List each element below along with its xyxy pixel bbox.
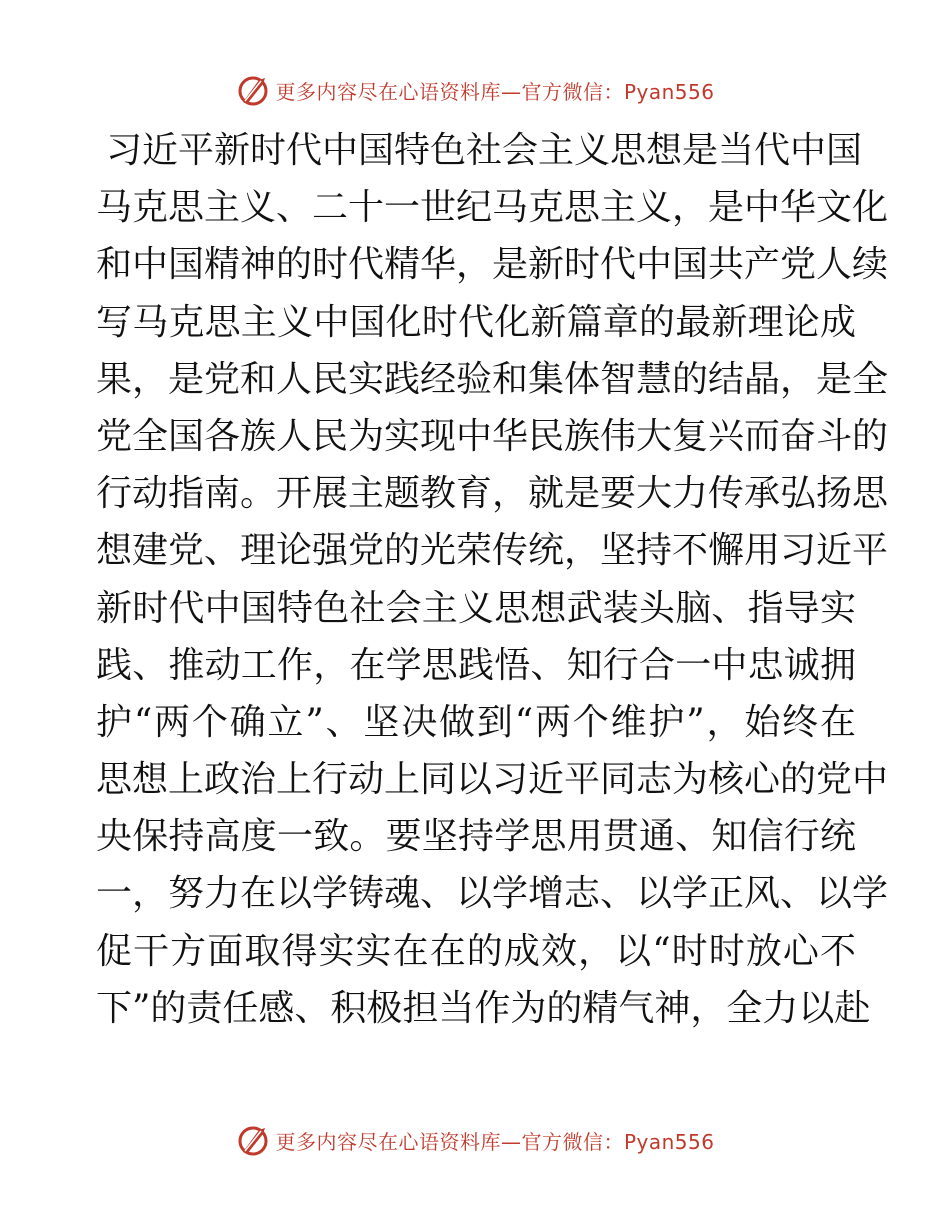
banner-text: 更多内容尽在心语资料库—官方微信：Pyan556 — [275, 1129, 715, 1154]
quill-pen-logo-icon — [235, 1122, 271, 1158]
document-body — [96, 122, 889, 1037]
footer-banner — [0, 1120, 950, 1160]
text-line: 和中国精神的时代精华，是新时代中国共产党人续 — [96, 244, 889, 286]
header-banner — [0, 70, 950, 110]
text-line: 新时代中国特色社会主义思想武装头脑、指导实 — [96, 587, 856, 629]
text-line: 促干方面取得实实在在的成效，以“时时放心不 — [96, 930, 856, 972]
text-line: 下”的责任感、积极担当作为的精气神，全力以赴 — [96, 987, 871, 1029]
text-line: 习近平新时代中国特色社会主义思想是当代中国 — [106, 130, 863, 171]
banner-text: 更多内容尽在心语资料库—官方微信：Pyan556 — [275, 79, 715, 104]
text-line: 行动指南。开展主题教育，就是要大力传承弘扬思 — [96, 473, 889, 515]
text-line: 党全国各族人民为实现中华民族伟大复兴而奋斗的 — [96, 415, 889, 457]
text-line: 践、推动工作，在学思践悟、知行合一中忠诚拥 — [96, 644, 856, 686]
text-line: 马克思主义、二十一世纪马克思主义，是中华文化 — [96, 187, 889, 229]
text-line: 果，是党和人民实践经验和集体智慧的结晶，是全 — [96, 358, 889, 400]
text-line: 想建党、理论强党的光荣传统，坚持不懈用习近平 — [96, 530, 889, 572]
text-line: 思想上政治上行动上同以习近平同志为核心的党中 — [96, 759, 889, 801]
text-line: 写马克思主义中国化时代化新篇章的最新理论成 — [96, 301, 856, 343]
text-line: 护“两个确立”、坚决做到“两个维护”，始终在 — [96, 701, 856, 743]
text-line: 央保持高度一致。要坚持学思用贯通、知信行统 — [96, 816, 856, 858]
quill-pen-logo-icon — [235, 72, 271, 108]
text-line: 一，努力在以学铸魂、以学增志、以学正风、以学 — [96, 873, 889, 915]
